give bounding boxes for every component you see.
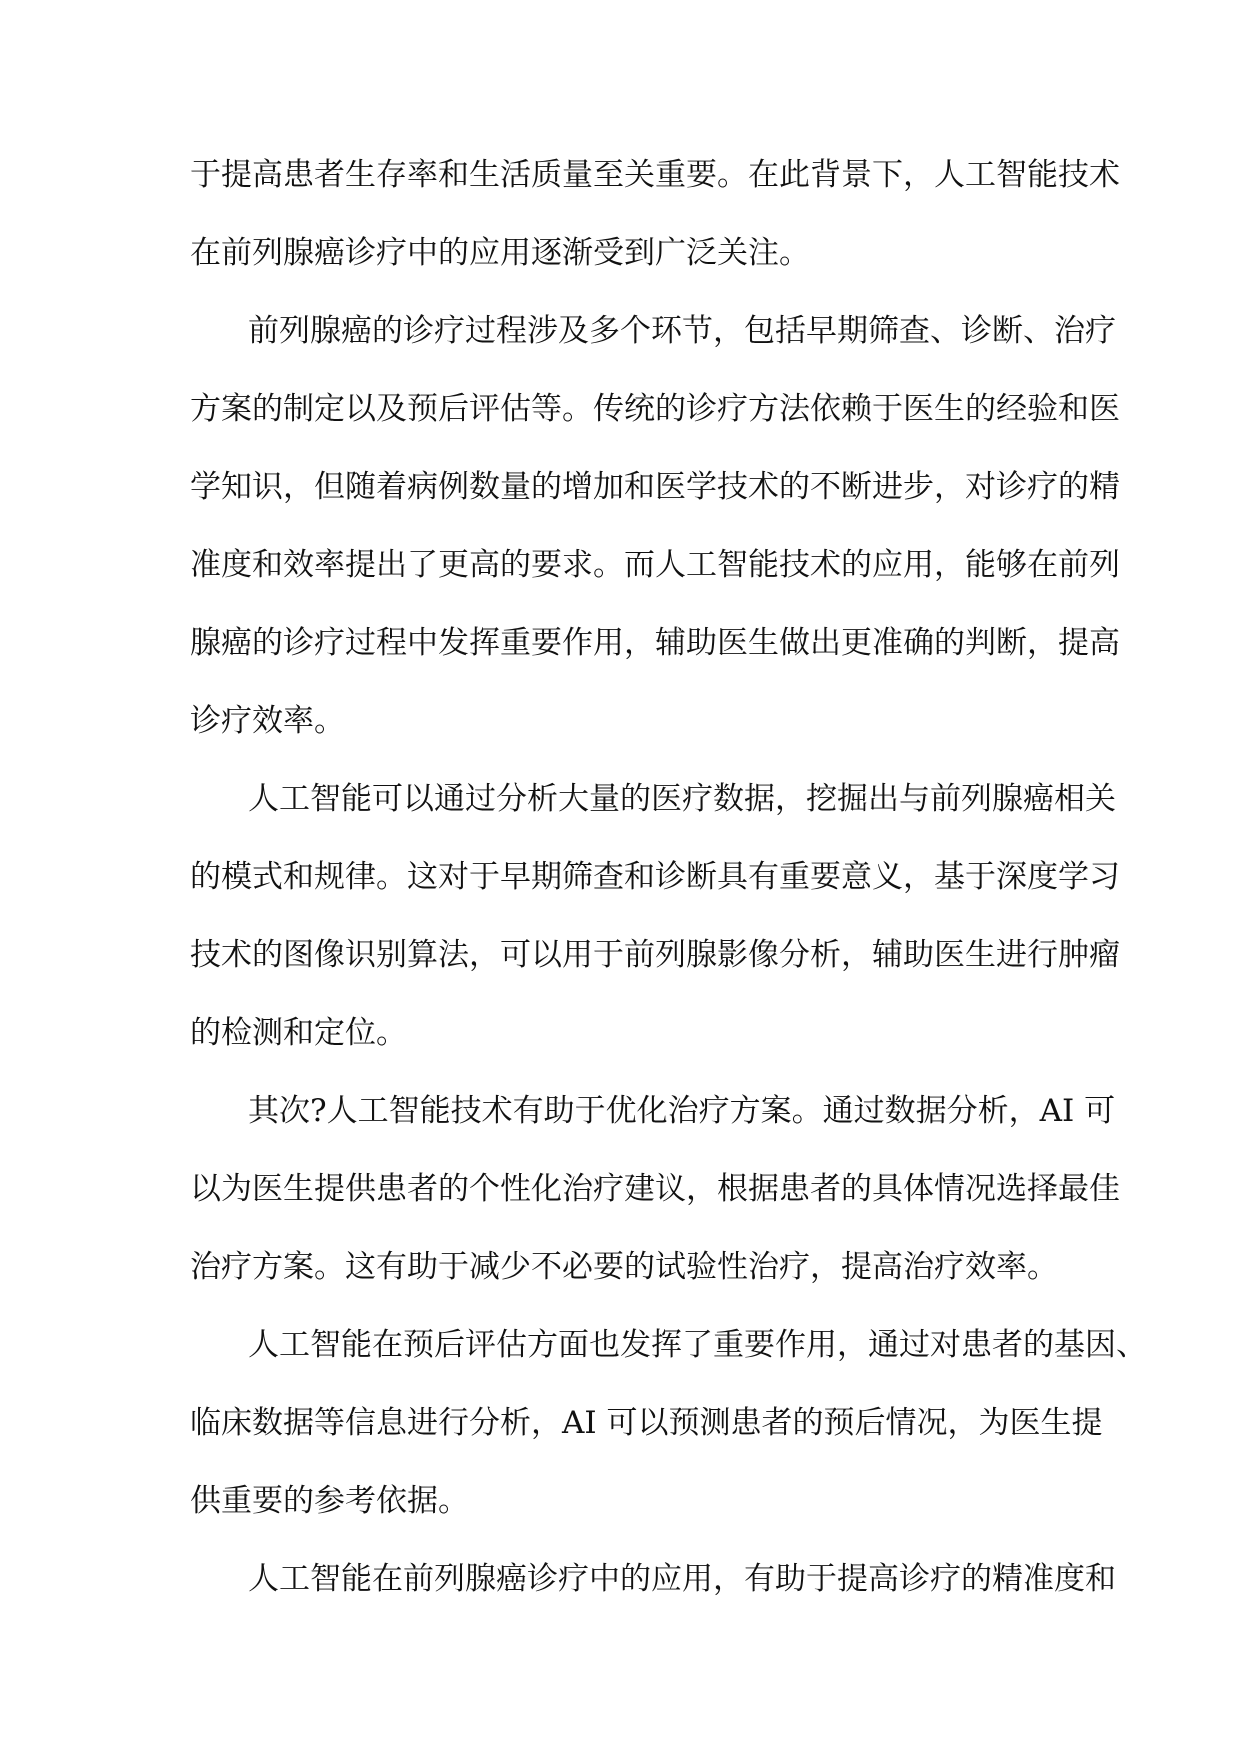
text-line: 的模式和规律。这对于早期筛查和诊断具有重要意义，基于深度学习 bbox=[190, 859, 1120, 895]
text-line: 准度和效率提出了更高的要求。而人工智能技术的应用，能够在前列 bbox=[190, 547, 1120, 583]
body-text bbox=[190, 150, 1147, 1632]
paragraph-first-line: 人工智能可以通过分析大量的医疗数据，挖掘出与前列腺癌相关 bbox=[248, 781, 1116, 817]
text-line: 腺癌的诊疗过程中发挥重要作用，辅助医生做出更准确的判断，提高 bbox=[190, 625, 1120, 661]
paragraph-first-line: 人工智能在预后评估方面也发挥了重要作用，通过对患者的基因、 bbox=[248, 1327, 1147, 1363]
text-line: 的检测和定位。 bbox=[190, 1015, 407, 1051]
paragraph-first-line: 前列腺癌的诊疗过程涉及多个环节，包括早期筛查、诊断、治疗 bbox=[248, 313, 1116, 349]
text-line: 临床数据等信息进行分析，AI 可以预测患者的预后情况，为医生提 bbox=[190, 1405, 1103, 1441]
paragraph-first-line: 人工智能在前列腺癌诊疗中的应用，有助于提高诊疗的精准度和 bbox=[248, 1561, 1116, 1597]
text-line: 供重要的参考依据。 bbox=[190, 1483, 469, 1519]
text-line: 在前列腺癌诊疗中的应用逐渐受到广泛关注。 bbox=[190, 235, 810, 271]
text-line: 以为医生提供患者的个性化治疗建议，根据患者的具体情况选择最佳 bbox=[190, 1171, 1120, 1207]
text-line: 于提高患者生存率和生活质量至关重要。在此背景下，人工智能技术 bbox=[190, 157, 1120, 193]
text-line: 方案的制定以及预后评估等。传统的诊疗方法依赖于医生的经验和医 bbox=[190, 391, 1120, 427]
text-line: 学知识，但随着病例数量的增加和医学技术的不断进步，对诊疗的精 bbox=[190, 469, 1120, 505]
text-line: 治疗方案。这有助于减少不必要的试验性治疗，提高治疗效率。 bbox=[190, 1249, 1058, 1285]
paragraph-first-line: 其次?人工智能技术有助于优化治疗方案。通过数据分析，AI 可 bbox=[248, 1093, 1116, 1129]
text-line: 技术的图像识别算法，可以用于前列腺影像分析，辅助医生进行肿瘤 bbox=[190, 937, 1120, 973]
text-line: 诊疗效率。 bbox=[190, 703, 345, 739]
